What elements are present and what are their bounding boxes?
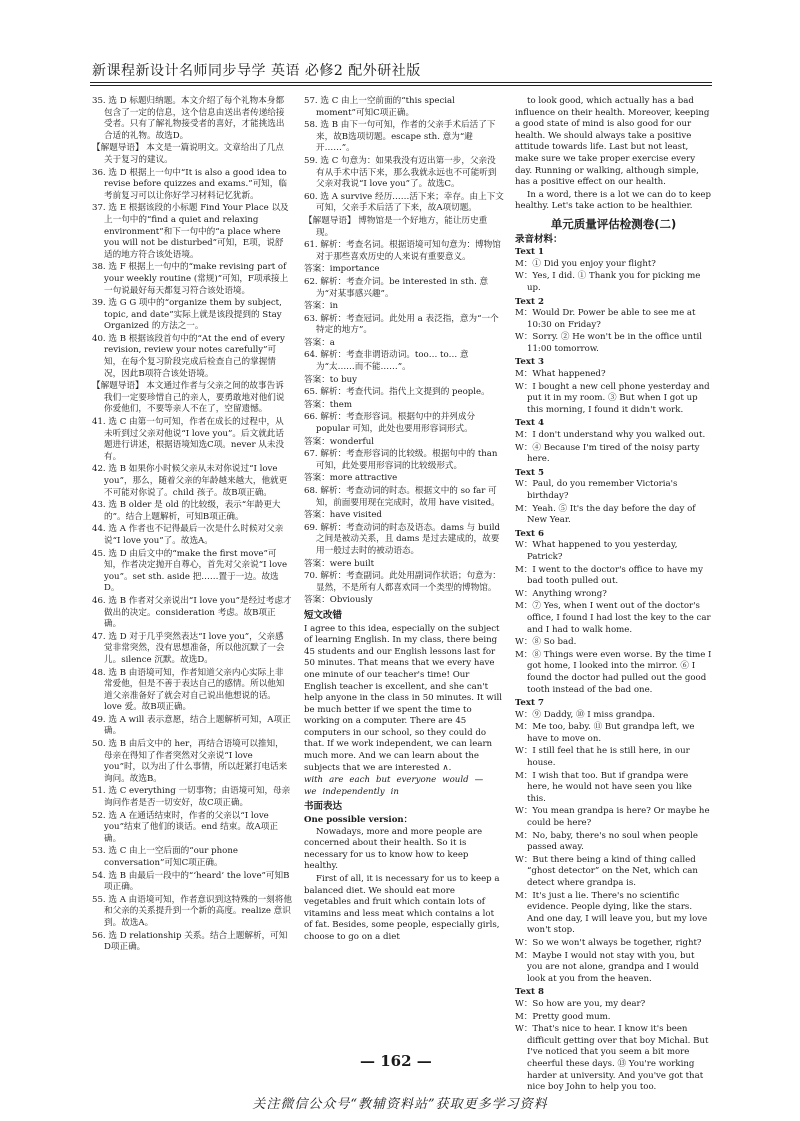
dialogue-line: W：⑨ Daddy, ⑩ I miss grandpa. <box>515 709 655 720</box>
answer-item: 52. 选 A 在通话结束时，作者的父亲以“I love you”结束了他们的谈话。end 结束。故A项正确。 <box>92 810 278 844</box>
answer-item: 47. 选 D 对于几乎突然表达“I love you”，父亲感觉非常突然，没有思想准备，所以他沉默了一会儿。silence 沉默。故选D。 <box>92 631 285 665</box>
text-label: Text 3 <box>515 357 544 368</box>
writing-essay <box>304 827 504 944</box>
dialogue-line: M：No, baby, there's no soul when people passed away. <box>515 830 699 853</box>
page-number: — 162 — <box>360 1052 432 1070</box>
correction-mark: — <box>474 775 484 786</box>
answer-item: 答案：more attractive <box>304 473 398 484</box>
writing-label: One possible version： <box>304 815 413 826</box>
answer-item: 51. 选 C everything 一切事物；由语境可知，母亲询问作者是否一切安好，故C项正确。 <box>92 786 291 809</box>
answer-item: 【解题导语】 本文通过作者与父亲之间的故事告诉我们一定要珍惜自己的亲人，要勇敢地对他们说你爱他们，不要等亲人不在了，空留遗憾。 <box>92 381 285 415</box>
essay-paragraph: Nowadays, more and more people are concerned about their health. So it is necessary for us to know how to keep healthy. <box>304 826 483 872</box>
answer-item: 69. 解析：考查动词的时态及语态。dams 与 build 之间是被动关系，且 dams 是过去建成的，故要用一般过去时的被动语态。 <box>304 522 500 556</box>
grammar-answers <box>304 96 504 607</box>
answer-item: 答案：were built <box>304 558 375 569</box>
essay-paragraph: to look good, which actually has a bad influence on their health. Moreover, keeping a good state of mind is also good for our health. We should always take a positive attitude towards life. Last but not least, make sure we take proper exercise every day. Running or walking, although simple, has a positive effect on our health. <box>515 96 710 188</box>
answer-item: 答案：importance <box>304 264 380 275</box>
dialogue-line: W：So how are you, my dear? <box>515 998 646 1009</box>
correction-mark: we <box>304 786 317 797</box>
answer-item: 56. 选 D relationship 关系。结合上题解析，可知D项正确。 <box>92 930 288 953</box>
correction-mark: each <box>349 775 370 786</box>
correction-marks <box>304 775 504 798</box>
dialogue-line: M：① Did you enjoy your flight? <box>515 258 656 269</box>
header-rule <box>90 82 712 83</box>
text-label: Text 8 <box>515 987 544 998</box>
correction-mark: everyone <box>396 775 437 786</box>
dialogue-line: M：What happened? <box>515 369 606 380</box>
answer-item: 答案：wonderful <box>304 436 375 447</box>
answer-item: 答案：Obviously <box>304 595 373 606</box>
dialogue-line: W：Sorry. ② He won't be in the office until 11:00 tomorrow. <box>515 332 702 354</box>
answer-item: 42. 选 B 如果你小时候父亲从未对你说过“I love you”，那么，随着父亲的年龄越来越大，他就更不可能对你说了。child 孩子。故B项正确。 <box>92 464 288 498</box>
answer-item: 答案：in <box>304 301 339 312</box>
correction-mark: are <box>329 775 344 786</box>
dialogue-line: M：I don't understand why you walked out. <box>515 430 706 441</box>
dialogue-line: W：I still feel that he is still here, in our house. <box>515 746 690 769</box>
transcript-title: 录音材料： <box>515 233 563 245</box>
answer-item: 40. 选 B 根据该段首句中的“At the end of every revision, review your notes carefully”可知，在每个复习阶段完成后检查自己的掌握情况，因此B项符合该处语境。 <box>92 333 285 379</box>
correction-mark: in <box>390 786 399 797</box>
answer-column-middle <box>304 96 504 1036</box>
text-label: Text 7 <box>515 698 544 709</box>
header-rule-thin <box>90 85 712 86</box>
correction-mark: independently <box>322 786 385 797</box>
answer-item: 答案：a <box>304 337 335 348</box>
answer-item: 63. 解析：考查冠词。此处用 a 表泛指，意为“一个特定的地方”。 <box>304 313 499 336</box>
dialogue-line: W：Paul, do you remember Victoria's birthday? <box>515 479 678 501</box>
answer-item: 54. 选 B 由最后一段中的“‘heard’ the love”可知B项正确。 <box>92 870 290 893</box>
essay-paragraph: First of all, it is necessary for us to keep a balanced diet. We should eat more vegetables and fruit which contain lots of vitamins and less meat which contains a lot of fat. Besides, some people, especially girls, choose to go on a diet <box>304 874 500 942</box>
dialogue-line: M：⑦ Yes, when I went out of the doctor's office, I found I had lost the key to the car and I had to walk home. <box>515 601 711 635</box>
essay-paragraph: In a word, there is a lot we can do to keep healthy. Let's take action to be healthier. <box>515 189 711 212</box>
correction-title: 短文改错 <box>304 609 343 621</box>
answer-item: 58. 选 B 由下一句可知，作者的父亲手术后活了下来，故B选项切题。escape sth. 意为“避开……”。 <box>304 120 496 154</box>
text-label: Text 1 <box>515 247 544 258</box>
error-correction <box>304 624 504 775</box>
answer-item: 答案：them <box>304 399 353 410</box>
answer-item: 41. 选 C 由第一句可知，作者在成长的过程中，从未听到过父亲对他说“I love you”。后文就此话题进行讲述，根据语境知选C项。never 从未没有。 <box>92 417 285 462</box>
correction-mark: but <box>375 775 391 786</box>
answer-item: 70. 解析：考查副词。此处用副词作状语；句意为：显然，不是所有人都喜欢同一个类型的博物馆。 <box>304 571 501 593</box>
answer-item: 57. 选 C 由上一空前面的“this special moment”可知C项正确。 <box>304 96 455 118</box>
dialogue-line: M：It's just a lie. There's no scientific evidence. People dying, like the stars. And one day, I will leave you, but my love won't stop. <box>515 890 708 936</box>
answer-item: 49. 选 A will 表示意愿，结合上题解析可知，A项正确。 <box>92 714 291 737</box>
answer-item: 35. 选 D 标题归纳题。本文介绍了每个礼物本身都包含了一定的信息，这个信息由送出者传递给接受者。只有了解礼物接受者的喜好，才能挑选出合适的礼物。故选D。 <box>92 96 285 141</box>
answer-item: 答案：to buy <box>304 374 358 385</box>
page-header: 新课程新设计名师同步导学 英语 必修2 配外研社版 <box>92 63 421 79</box>
dialogue-line: W：Yes, I did. ① Thank you for picking me up. <box>515 271 701 293</box>
dialogue-line: W：So we won't always be together, right? <box>515 937 702 948</box>
answer-column-right <box>515 96 712 1093</box>
unit-title: 单元质量评估检测卷(二) <box>550 216 677 231</box>
answer-item: 【解题导语】 本文是一篇说明文。文章给出了几点关于复习的建议。 <box>92 143 284 165</box>
footer-note: 关注微信公众号“教辅资料站”获取更多学习资料 <box>252 1097 548 1112</box>
text-label: Text 4 <box>515 418 544 429</box>
answer-item: 61. 解析：考查名词。根据语境可知句意为：博物馆对于那些喜欢历史的人来说有重要意义。 <box>304 240 501 262</box>
answer-item: 66. 解析：考查形容词。根据句中的并列成分 popular 可知，此处也要用形容词形式。 <box>304 412 476 435</box>
answer-item: 【解题导语】 博物馆是一个好地方，能让历史重现。 <box>304 215 488 238</box>
answer-item: 65. 解析：考查代词。指代上文提到的 people。 <box>304 387 490 398</box>
dialogue-line: W：What happened to you yesterday, Patrick? <box>515 540 678 562</box>
dialogue-line: W：That's nice to hear. I know it's been difficult getting over that boy Michal. But I've noticed that you seem a bit more cheerful these days. ⑬ You're working harder at university. And you've got that nice boy John to help you too. <box>515 1024 709 1093</box>
correction-mark: would <box>442 775 469 786</box>
dialogue-line: W：Anything wrong? <box>515 588 607 599</box>
dialogue-line: M：Maybe I would not stay with you, but you are not alone, grandpa and I would look at you from the heaven. <box>515 950 699 984</box>
correction-text: I agree to this idea, especially on the subject of learning English. In my class, there being 45 students and our English lessons last for 50 minutes. That means that we every have one minute of our teacher's time! Our English teacher is excellent, and she can't help anyone in the class in 50 minutes. It will be much better if we spent the time to working on a computer. There are 45 computers in our school, so they could do that. If we work independent, we can learn much more. And we can learn about the subjects that we are interested ∧. <box>304 623 502 773</box>
answer-item: 45. 选 D 由后文中的“make the first move”可知，作者决定抛开自尊心，首先对父亲说“I love you”。set sth. aside 把……置于一边。故选D。 <box>92 548 288 594</box>
answer-item: 46. 选 B 作者对父亲说出“I love you”是经过考虑才做出的决定。consideration 考虑。故B项正确。 <box>92 595 292 630</box>
dialogue-line: M：⑧ Things were even worse. By the time I got home, I looked into the mirror. ⑥ I found the doctor had pulled out the good tooth instead of the bad one. <box>515 649 712 695</box>
answer-item: 55. 选 A 由语境可知，作者意识到这特殊的一刻将他和父亲的关系提升到一个新的高度。realize 意识到。故选A。 <box>92 894 292 928</box>
listening-transcripts <box>515 247 712 1094</box>
text-label: Text 5 <box>515 467 544 478</box>
answer-item: 62. 解析：考查介词。be interested in sth. 意为“对某事感兴趣”。 <box>304 276 489 299</box>
answer-item: 39. 选 G G 项中的“organize them by subject, topic, and date”实际上就是该段提到的 Stay Organized 的方法之一。 <box>92 298 282 332</box>
text-label: Text 6 <box>515 528 544 539</box>
dialogue-line: M：I wish that too. But if grandpa were here, he would not have seen you like this. <box>515 770 692 804</box>
writing-title: 书面表达 <box>304 801 343 813</box>
dialogue-line: M：Would Dr. Power be able to see me at 10:30 on Friday? <box>515 308 696 330</box>
answer-item: 44. 选 A 作者也不记得最后一次是什么时候对父亲说“I love you”了。故选A。 <box>92 524 284 546</box>
dialogue-line: W：I bought a new cell phone yesterday and put it in my room. ③ But when I got up this morning, I found it didn't work. <box>515 381 710 415</box>
dialogue-line: M：I went to the doctor's office to have my bad tooth pulled out. <box>515 564 703 587</box>
correction-mark: with <box>304 775 324 786</box>
answer-item: 48. 选 B 由语境可知，作者知道父亲内心实际上非常爱他，但是不善于表达自己的感情。所以他知道父亲准备好了就会对自己说出他想说的话。love 爱。故B项正确。 <box>92 667 285 713</box>
answer-item: 60. 选 A survive 经历……活下来；幸存。由上下文可知，父亲手术后活了下来，故A项切题。 <box>304 191 504 214</box>
answer-item: 53. 选 C 由上一空后面的“our phone conversation”可知C项正确。 <box>92 846 238 868</box>
dialogue-line: W：You mean grandpa is here? Or maybe he could be here? <box>515 806 710 829</box>
dialogue-line: M：Yeah. ⑤ It's the day before the day of New Year. <box>515 503 696 526</box>
dialogue-line: W：⑧ So bad. <box>515 637 577 648</box>
answer-item: 38. 选 F 根据上一句中的“make revising part of your weekly routine (常规)”可知，F项承接上一句说最好每天都复习符合该处语境。 <box>92 262 289 296</box>
answer-item: 36. 选 D 根据上一句中“It is also a good idea to revise before quizzes and exams.”可知，临考前复习可以让你好学习材料记忆犹新。 <box>92 167 287 201</box>
answer-item: 67. 解析：考查形容词的比较级。根据句中的 than 可知，此处要用形容词的比较级形式。 <box>304 449 498 471</box>
answer-item: 43. 选 B older 是 old 的比较级，表示“年龄更大的”。结合上题解析，可知B项正确。 <box>92 500 281 522</box>
dialogue-line: M：Pretty good mum. <box>515 1011 611 1022</box>
dialogue-line: M：Me too, baby. ⑪ But grandpa left, we have to move on. <box>515 722 695 744</box>
answer-item: 68. 解析：考查动词的时态。根据文中的 so far 可知，前面要用现在完成时，故用 have visited。 <box>304 486 500 508</box>
answer-item: 答案：have visited <box>304 510 382 521</box>
dialogue-line: W：④ Because I'm tired of the noisy party here. <box>515 442 700 465</box>
answer-item: 64. 解析：考查非谓语动词。too… to… 意为“太……而不能……”。 <box>304 350 469 373</box>
answer-item: 37. 选 E 根据该段的小标题 Find Your Place 以及上一句中的“find a quiet and relaxing environment”和下一句中的“a place where you will not be disturbed”可知，E项，说舒适的地方符合该处语境。 <box>92 203 289 260</box>
essay-continuation <box>515 96 712 213</box>
dialogue-line: W：But there being a kind of thing called “ghost detector” on the Net, which can detect where grandpa is. <box>515 854 698 888</box>
text-label: Text 2 <box>515 296 544 307</box>
answer-item: 50. 选 B 由后文中的 her，再结合语境可以推知，母亲在得知了作者突然对父亲说“I love you”时，以为出了什么事情，所以赶紧打电话来询问。故选B。 <box>92 739 288 784</box>
answer-column-left <box>92 96 292 1036</box>
answer-item: 59. 选 C 句意为：如果我没有迈出第一步，父亲没有从手术中活下来，那么我就永远也不可能听到父亲对我说“I love you”了。故选C。 <box>304 155 497 190</box>
